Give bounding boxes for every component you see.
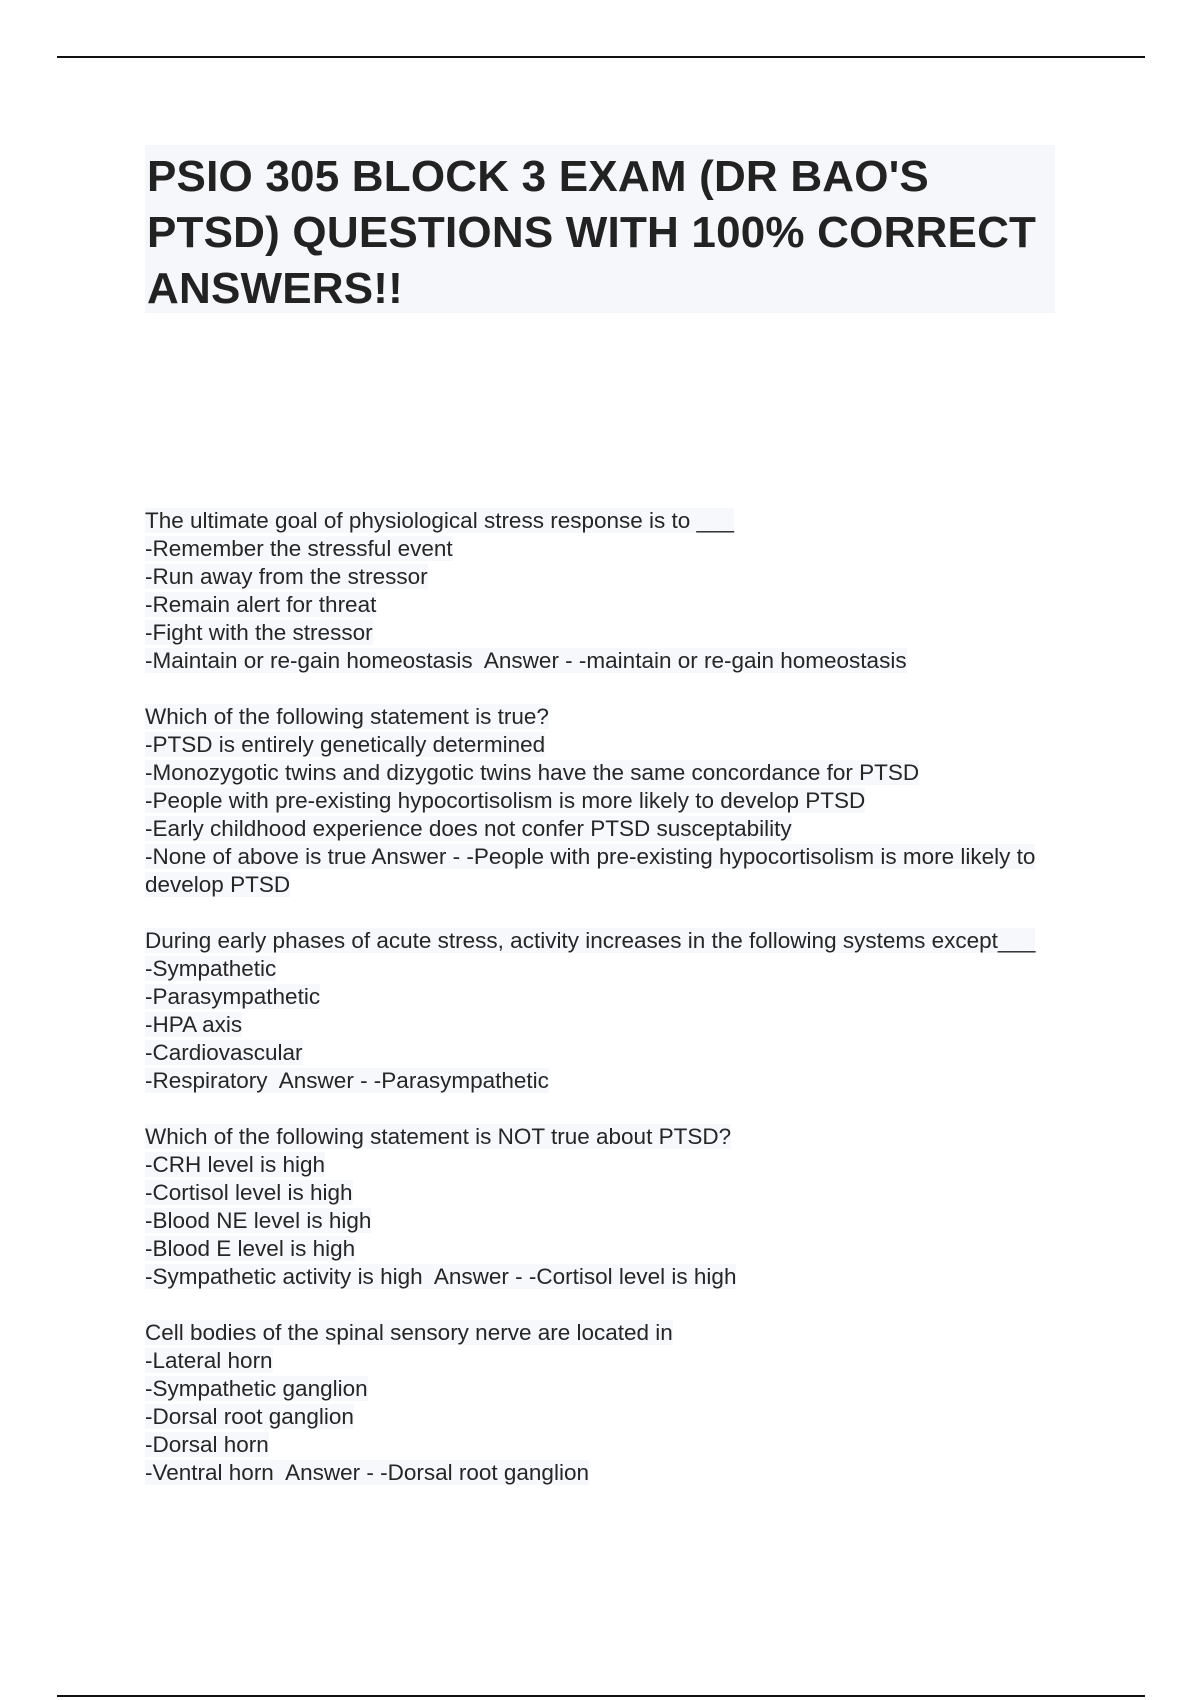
answer-option: -Dorsal horn (145, 1432, 269, 1457)
question-item (145, 1123, 1045, 1291)
answer-option: -Sympathetic (145, 956, 277, 981)
question-text: Which of the following statement is true? (145, 704, 549, 729)
answer-option-with-answer: -Sympathetic activity is high Answer - -Cortisol level is high (145, 1264, 737, 1289)
question-text: Cell bodies of the spinal sensory nerve are located in (145, 1320, 673, 1345)
answer-option: -PTSD is entirely genetically determined (145, 732, 546, 757)
answer-option: -Dorsal root ganglion (145, 1404, 354, 1429)
question-item (145, 927, 1045, 1095)
answer-option-with-answer: -Respiratory Answer - -Parasympathetic (145, 1068, 549, 1093)
answer-option: -Remember the stressful event (145, 536, 453, 561)
title-block (145, 145, 1055, 313)
answer-option: -Fight with the stressor (145, 620, 373, 645)
answer-option: -People with pre-existing hypocortisolism is more likely to develop PTSD (145, 788, 866, 813)
answer-option: -Monozygotic twins and dizygotic twins have the same concordance for PTSD (145, 760, 920, 785)
answer-option: -Cortisol level is high (145, 1180, 353, 1205)
answer-option-with-answer: -None of above is true Answer - -People with pre-existing hypocortisolism is more likely to develop PTSD (145, 844, 1036, 897)
answer-option: -HPA axis (145, 1012, 243, 1037)
answer-option: -Remain alert for threat (145, 592, 377, 617)
question-text: Which of the following statement is NOT true about PTSD? (145, 1124, 732, 1149)
answer-option-with-answer: -Maintain or re-gain homeostasis Answer - -maintain or re-gain homeostasis (145, 648, 907, 673)
question-text: The ultimate goal of physiological stress response is to ___ (145, 508, 735, 533)
bottom-rule (57, 1695, 1145, 1697)
answer-option: -CRH level is high (145, 1152, 326, 1177)
document-title: PSIO 305 BLOCK 3 EXAM (DR BAO'S PTSD) QUESTIONS WITH 100% CORRECT ANSWERS!! (147, 152, 1037, 313)
answer-option: -Run away from the stressor (145, 564, 428, 589)
answer-option: -Early childhood experience does not confer PTSD susceptability (145, 816, 792, 841)
question-item (145, 1319, 1045, 1487)
answer-option: -Sympathetic ganglion (145, 1376, 368, 1401)
answer-option-with-answer: -Ventral horn Answer - -Dorsal root ganglion (145, 1460, 589, 1485)
answer-option: -Blood E level is high (145, 1236, 356, 1261)
top-rule (57, 56, 1145, 58)
question-item (145, 703, 1045, 899)
answer-option: -Cardiovascular (145, 1040, 303, 1065)
question-list (145, 507, 1045, 1515)
answer-option: -Blood NE level is high (145, 1208, 372, 1233)
answer-option: -Parasympathetic (145, 984, 321, 1009)
question-text: During early phases of acute stress, activity increases in the following systems except___ (145, 928, 1036, 953)
answer-option: -Lateral horn (145, 1348, 273, 1373)
question-item (145, 507, 1045, 675)
